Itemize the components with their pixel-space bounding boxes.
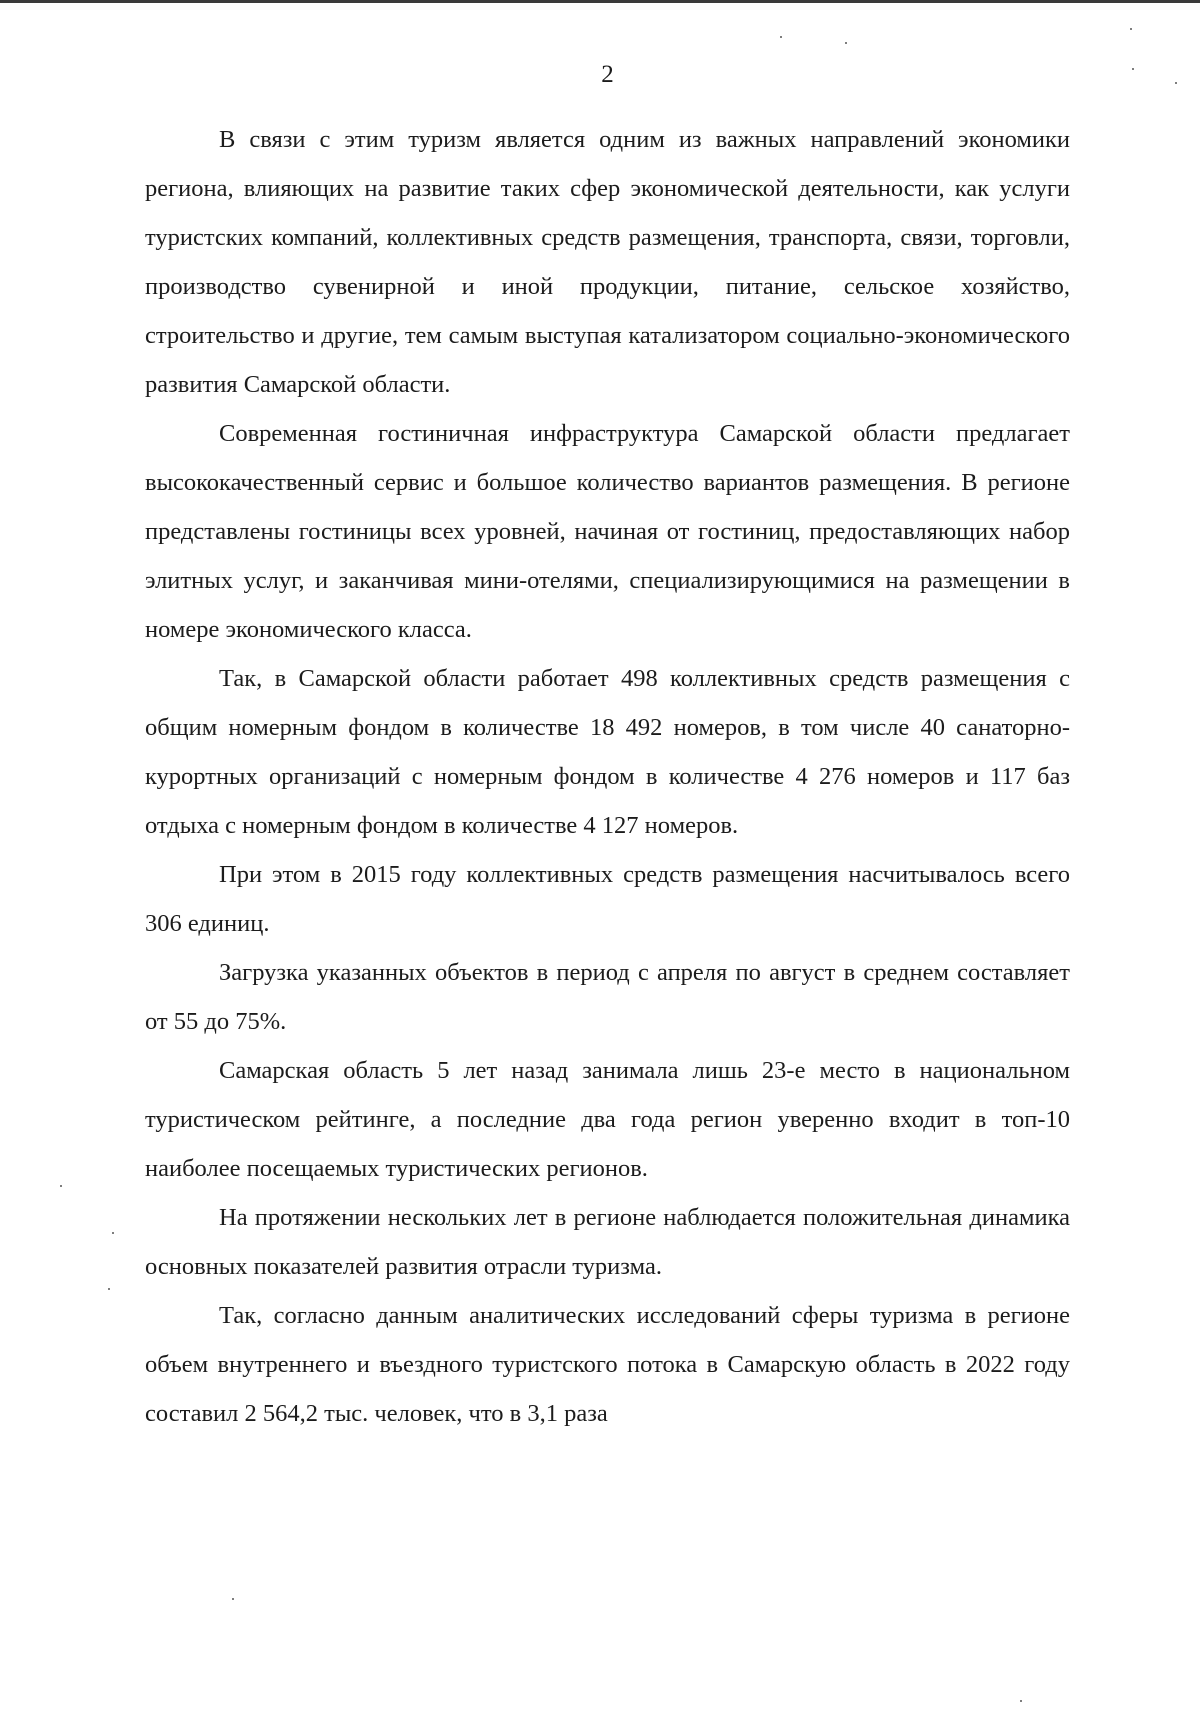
paragraph-hotel-infrastructure: Современная гостиничная инфраструктура Самарской области предлагает высококачественный сервис и большое количество вариантов размещения. В регионе представлены гостиницы всех уровней, начиная от гостиниц, предоставляющих набор элитных услуг, и заканчивая мини-отелями, специализирующимися на размещении в номере экономического класса. — [145, 420, 1070, 643]
paragraph-tourism-economy: В связи с этим туризм является одним из важных направлений экономики региона, влияющих на развитие таких сфер экономической деятельности, как услуги туристских компаний, коллективных средств размещения, транспорта, связи, торговли, производство сувенирной и иной продукции, питание, сельское хозяйство, строительство и другие, тем самым выступая катализатором социально-экономического развития Самарской области. — [145, 126, 1070, 398]
page-number: 2 — [601, 61, 614, 88]
scan-speck — [108, 1288, 110, 1290]
paragraph-positive-dynamics: На протяжении нескольких лет в регионе наблюдается положительная динамика основных показателей развития отрасли туризма. — [145, 1204, 1070, 1280]
paragraph-rating: Самарская область 5 лет назад занимала лишь 23-е место в национальном туристическом рейтинге, а последние два года регион уверенно входит в топ-10 наиболее посещаемых туристических регионов. — [145, 1057, 1070, 1182]
document-body — [145, 115, 1070, 1438]
scan-speck — [1020, 1700, 1022, 1702]
paragraph-tourist-flow: Так, согласно данным аналитических исследований сферы туризма в регионе объем внутреннего и въездного туристского потока в Самарскую область в 2022 году составил 2 564,2 тыс. человек, что в 3,1 раза — [145, 1302, 1070, 1427]
scan-speck — [1130, 28, 1132, 30]
paragraph-accommodation-count: Так, в Самарской области работает 498 коллективных средств размещения с общим номерным фондом в количестве 18 492 номеров, в том числе 40 санаторно-курортных организаций с номерным фондом в количестве 4 276 номеров и 117 баз отдыха с номерным фондом в количестве 4 127 номеров. — [145, 665, 1070, 839]
scan-top-edge — [0, 0, 1200, 3]
scan-speck — [112, 1232, 114, 1234]
scan-speck — [780, 36, 782, 38]
scan-speck — [845, 42, 847, 44]
scan-speck — [1175, 82, 1177, 84]
paragraph-occupancy: Загрузка указанных объектов в период с апреля по август в среднем составляет от 55 до 75%. — [145, 959, 1070, 1035]
scan-speck — [60, 1185, 62, 1187]
scan-speck — [232, 1598, 234, 1600]
scan-speck — [1132, 68, 1134, 70]
paragraph-2015-comparison: При этом в 2015 году коллективных средств размещения насчитывалось всего 306 единиц. — [145, 861, 1070, 937]
